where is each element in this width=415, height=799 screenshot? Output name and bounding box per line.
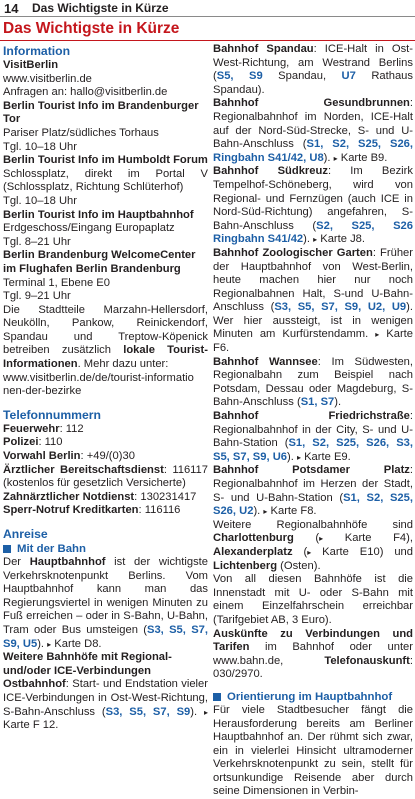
phone-item-zahnarzt: Zahnärztlicher Notdienst: 130231417 — [3, 490, 197, 503]
map-arrow-icon: ▸ — [47, 639, 52, 649]
further-stations-paragraph: Weitere Regionalbahnhöfe sind Charlottenburg (▸ Karte F4), Alexanderplatz (▸ Karte E10) und Lichtenberg (Osten). — [213, 518, 413, 572]
tourist-office-humboldt-forum — [3, 154, 208, 208]
map-arrow-icon: ▸ — [333, 153, 338, 163]
visitberlin-url[interactable]: www.visitberlin.de — [3, 72, 92, 85]
welcomecenter-airport — [3, 249, 208, 303]
office-address: Erdgeschoss/Eingang Europaplatz — [3, 222, 175, 235]
right-column — [213, 43, 413, 799]
tourist-office-hauptbahnhof — [3, 209, 208, 250]
orientation-subheading: Orientierung im Hauptbahnhof — [213, 690, 413, 704]
office-address: Terminal 1, Ebene E0 — [3, 276, 110, 289]
phone-item-feuerwehr: Feuerwehr: 112 — [3, 422, 84, 435]
information-heading: Information — [3, 44, 71, 58]
map-arrow-icon: ▸ — [296, 452, 301, 462]
office-name: Berlin Tourist Info im Humboldt Forum — [3, 154, 208, 167]
phone-item-vorwahl: Vorwahl Berlin: +49/(0)30 — [3, 450, 135, 463]
running-header — [0, 0, 415, 17]
gesundbrunnen-paragraph: Bahnhof Gesundbrunnen: Regionalbahnhof im Norden, ICE-Halt auf der Nord-Süd-Strecke, S- und U-Bahn-Anschluss (S1, S2, S25, S26, Ringbahn S41/42, U8). ▸ Karte B9. — [213, 97, 413, 164]
page-number: 14 — [4, 1, 19, 16]
running-title: Das Wichtigste in Kürze — [32, 1, 169, 15]
office-address: Pariser Platz/südliches Torhaus — [3, 126, 159, 139]
rail-info-paragraph: Auskünfte zu Verbindungen und Tarifen im Bahnhof oder unter www.bahn.de, Telefonauskunft: 030/2970. — [213, 627, 413, 681]
office-hours: Tgl. 9–21 Uhr — [3, 290, 71, 303]
friedrichstrasse-paragraph: Bahnhof Friedrichstraße: Regionalbahnhof in der City, S- und U-Bahn-Station (S1, S2, S25, S26, S3, S5, S7, S9, U6). ▸ Karte E9. — [213, 410, 413, 463]
more-stations-heading: Weitere Bahnhöfe mit Regional- und/oder ICE-Verbindungen — [3, 651, 172, 677]
office-hours: Tgl. 8–21 Uhr — [3, 235, 71, 248]
tourist-office-brandenburger-tor — [3, 100, 208, 154]
potsdamer-platz-paragraph: Bahnhof Potsdamer Platz: Regionalbahnhof im Herzen der Stadt, S- und U-Bahn-Station (S1, S2, S25, S26, U2). ▸ Karte F8. — [213, 464, 413, 518]
map-arrow-icon: ▸ — [313, 235, 318, 245]
map-arrow-icon: ▸ — [375, 330, 380, 340]
rail-subheading: Mit der Bahn — [3, 542, 208, 556]
inner-city-paragraph: Von all diesen Bahnhöfe ist die Innenstadt mit U- oder S-Bahn mit einem Einzelfahrschein erreichbar (Tarifgebiet AB, 3 Euro). — [213, 573, 413, 626]
ostbahnhof-paragraph: Ostbahnhof: Start- und Endstation vieler ICE-Verbindungen in Ost-West-Richtung, S-Bahn-Anschluss (S3, S5, S7, S9). ▸ Karte F 12. — [3, 678, 208, 732]
office-hours: Tgl. 10–18 Uhr — [3, 140, 78, 153]
office-name: Berlin Tourist Info im Brandenburger Tor — [3, 99, 199, 126]
district-info-paragraph: Die Stadtteile Marzahn-Hellersdorf, Neukölln, Pankow, Reinickendorf, Spandau und Treptow-Köpenick betreiben zusätzlich lokale Tourist-Informationen. Mehr dazu unter: — [3, 303, 208, 371]
square-bullet-icon — [3, 545, 11, 553]
office-name: Berlin Brandenburg WelcomeCenter im Flughafen Berlin Brandenburg — [3, 249, 196, 275]
district-info-url-line-1[interactable]: www.visitberlin.de/de/tourist-informatio — [3, 371, 194, 384]
visitberlin-email[interactable]: Anfragen an: hallo@visitberlin.de — [3, 86, 168, 99]
wannsee-paragraph: Bahnhof Wannsee: Im Südwesten, Regionalbahn zum Beispiel nach Potsdam, Dessau oder Magdeburg, S-Bahn-Anschluss (S1, S7). — [213, 355, 414, 409]
office-name: Berlin Tourist Info im Hauptbahnhof — [3, 208, 194, 221]
district-info-url-line-2[interactable]: nen-der-bezirke — [3, 385, 82, 398]
office-hours: Tgl. 10–18 Uhr — [3, 194, 78, 207]
spandau-paragraph: Bahnhof Spandau: ICE-Halt in Ost-West-Richtung, am Westrand Berlins (S5, S9 Spandau, U7 Rathaus Spandau). — [213, 43, 413, 96]
hauptbahnhof-paragraph: Der Hauptbahnhof ist der wichtigste Verkehrsknotenpunkt Berlins. Vom Hauptbahnhof kann man das Regierungsviertel in wenigen Minuten zu Fuß erreichen – oder in S-Bahn, U-Bahn, Tram oder Bus umsteigen (S3, S5, S7, S9, U5). ▸ Karte D8. — [3, 556, 208, 650]
phone-list — [3, 423, 208, 518]
square-bullet-icon — [213, 693, 221, 701]
chapter-title: Das Wichtigste in Kürze — [0, 19, 415, 41]
arrival-heading: Anreise — [3, 527, 48, 541]
visitberlin-name: VisitBerlin — [3, 59, 59, 71]
phones-heading: Telefonnummern — [3, 407, 101, 422]
map-arrow-icon: ▸ — [307, 547, 312, 557]
orientation-paragraph: Für viele Stadtbesucher fängt die Herausforderung bereits am Berliner Hauptbahnhof an. Der rühmt sich zwar, ein in vielerlei Hinsicht ultramoderner Verkehrsknotenpunkt zu sein, stellt für ortsunkundige Reisende aber durch seine Dimensionen in Verbin- — [213, 703, 413, 798]
phone-item-polizei: Polizei: 110 — [3, 436, 63, 449]
left-column — [3, 43, 208, 733]
map-arrow-icon: ▸ — [319, 534, 324, 544]
phone-item-bereitschaftsdienst: Ärztlicher Bereitschaftsdienst: 116117 (kostenlos für gesetzlich Versicherte) — [3, 463, 208, 490]
phone-item-sperr-notruf: Sperr-Notruf Kreditkarten: 116116 — [3, 504, 181, 517]
map-arrow-icon: ▸ — [263, 507, 268, 517]
zoo-paragraph: Bahnhof Zoologischer Garten: Früher der Hauptbahnhof von West-Berlin, heute machen hier nur noch Regionalbahnen Halt, S-und U-Bahn-Anschluss (S3, S5, S7, S9, U2, U9). Wer hier aussteigt, ist in wenigen Minuten am Kurfürstendamm. ▸ Karte F6. — [213, 246, 413, 355]
office-address: Schlossplatz, direkt im Portal V (Schlossplatz, Richtung Schlüterhof) — [3, 167, 208, 194]
map-arrow-icon: ▸ — [203, 707, 208, 717]
suedkreuz-paragraph: Bahnhof Südkreuz: Im Bezirk Tempelhof-Schöneberg, wird von Regional- und Fernzügen (auch ICE in Nord-Süd-Richtung) angefahren, S-Bahn-Anschluss (S2, S25, S26 Ringbahn S41/42). ▸ Karte J8. — [213, 165, 413, 246]
